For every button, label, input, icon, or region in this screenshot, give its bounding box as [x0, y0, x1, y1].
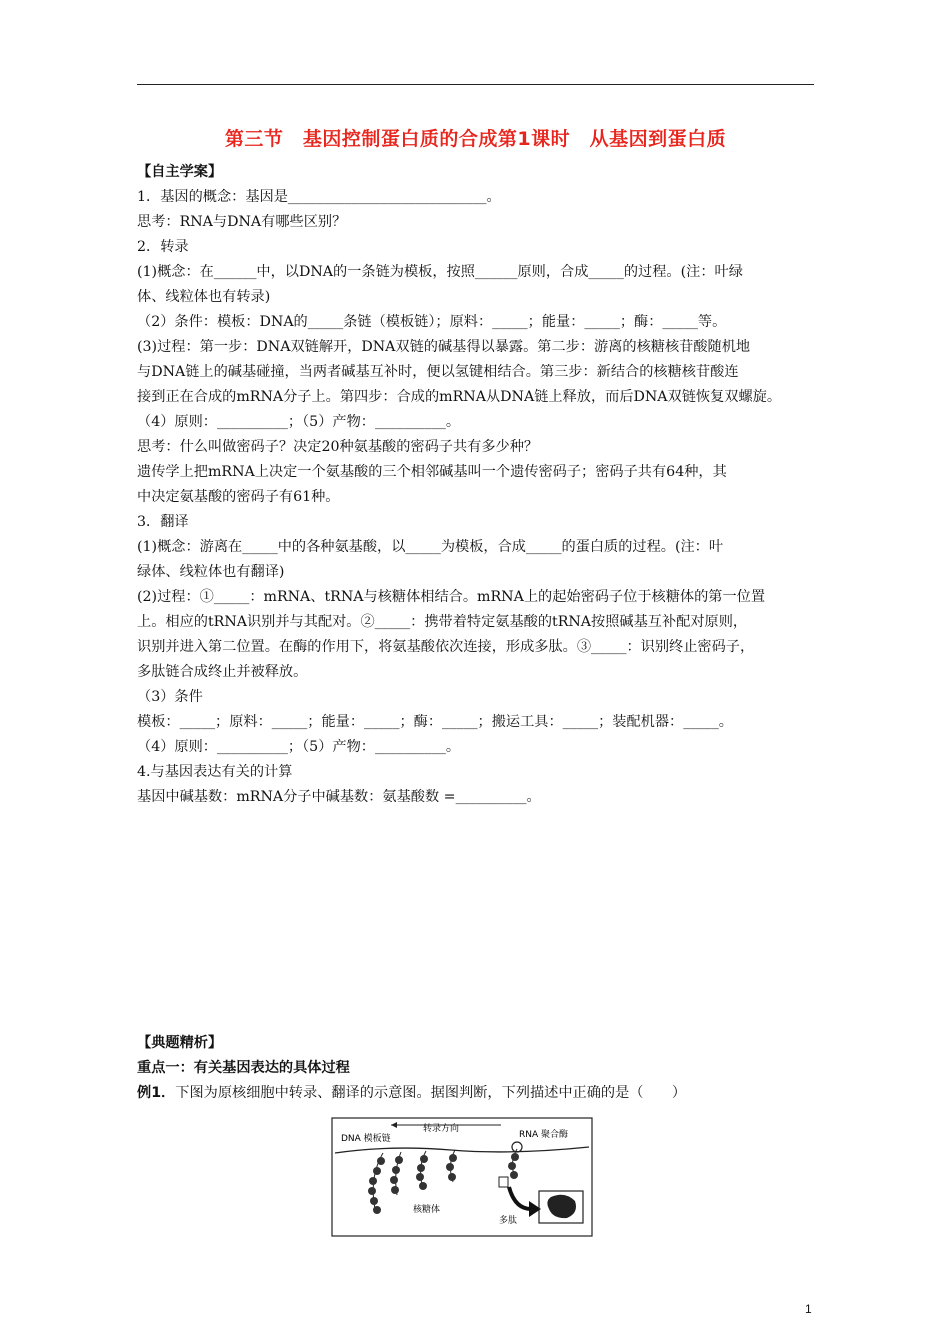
label-ribosome: 核糖体	[413, 1205, 441, 1215]
text-line: 上。相应的tRNA识别并与其配对。②_____：携带着特定氨基酸的tRNA按照碱基互补配对原则，	[137, 614, 748, 630]
example-label: 例1．	[137, 1085, 176, 1101]
section-heading-selfstudy: 【自主学案】	[137, 164, 223, 180]
page-number: 1	[805, 1302, 812, 1316]
protein-blob	[547, 1195, 576, 1218]
text-line: 1．基因的概念：基因是____________________________。	[137, 189, 501, 205]
text-line: 2．转录	[137, 239, 189, 255]
text-line: 思考：RNA与DNA有哪些区别？	[137, 214, 347, 230]
section-heading-examples: 【典题精析】	[137, 1035, 223, 1051]
text-line: （4）原则：__________；（5）产物：__________。	[137, 739, 461, 755]
text-line: (3)过程：第一步：DNA双链解开，DNA双链的碱基得以暴露。第二步：游离的核糖核苷酸随机地	[137, 339, 751, 355]
text-line: 识别并进入第二位置。在酶的作用下，将氨基酸依次连接，形成多肽。③_____：识别终止密码子，	[137, 639, 755, 655]
rna-polymerase-shape	[512, 1142, 522, 1152]
text-line: 3．翻译	[137, 514, 189, 530]
key-point-heading: 重点一：有关基因表达的具体过程	[137, 1060, 350, 1076]
transcription-translation-figure	[331, 1117, 593, 1237]
text-line: （3）条件	[137, 689, 203, 705]
text-line: 基因中碱基数：mRNA分子中碱基数：氨基酸数 =__________。	[137, 789, 541, 805]
text-line: 接到正在合成的mRNA分子上。第四步：合成的mRNA从DNA链上释放，而后DNA双链恢复双螺旋。	[137, 389, 782, 405]
page-title: 第三节 基因控制蛋白质的合成第1课时 从基因到蛋白质	[224, 128, 727, 150]
text-line: （4）原则：__________；（5）产物：__________。	[137, 414, 461, 430]
text-line: 与DNA链上的碱基碰撞，当两者碱基互补时，便以氢键相结合。第三步：新结合的核糖核苷酸连	[137, 364, 739, 380]
text-line: (1)概念：在______中，以DNA的一条链为模板，按照______原则，合成_____的过程。(注：叶绿	[137, 264, 743, 280]
text-line: 中决定氨基酸的密码子有61种。	[137, 489, 340, 505]
example-question	[137, 1083, 827, 1103]
text-line: （2）条件：模板：DNA的_____条链（模板链）；原料：_____；能量：_____；酶：_____等。	[137, 314, 727, 330]
text-line: 绿体、线粒体也有翻译)	[137, 564, 285, 580]
text-line: 遗传学上把mRNA上决定一个氨基酸的三个相邻碱基叫一个遗传密码子；密码子共有64种，其	[137, 464, 727, 480]
text-line: 模板：_____；原料：_____；能量：_____；酶：_____；搬运工具：_____；装配机器：_____。	[137, 714, 733, 730]
text-line: (1)概念：游离在_____中的各种氨基酸，以_____为模板，合成_____的蛋白质的过程。(注：叶	[137, 539, 724, 555]
text-line: 4.与基因表达有关的计算	[137, 764, 293, 780]
text-line: 体、线粒体也有转录)	[137, 289, 271, 305]
curved-arrow	[509, 1187, 531, 1209]
label-polypeptide: 多肽	[499, 1216, 518, 1226]
text-line: 多肽链合成终止并被释放。	[137, 664, 308, 680]
text-line: 思考：什么叫做密码子？决定20种氨基酸的密码子共有多少种？	[137, 439, 539, 455]
label-rna-polymerase: RNA 聚合酶	[519, 1130, 569, 1140]
header-rule	[137, 84, 814, 85]
label-dna: DNA 模板链	[341, 1134, 391, 1144]
label-direction: 转录方向	[423, 1124, 460, 1134]
mrna-ribosome-chains	[368, 1149, 519, 1214]
dna-strand	[335, 1147, 589, 1153]
text-line: (2)过程：①_____：mRNA、tRNA与核糖体相结合。mRNA上的起始密码子位于核糖体的第一位置	[137, 589, 766, 605]
example-text: 下图为原核细胞中转录、翻译的示意图。据图判断，下列描述中正确的是（ ）	[175, 1085, 687, 1101]
